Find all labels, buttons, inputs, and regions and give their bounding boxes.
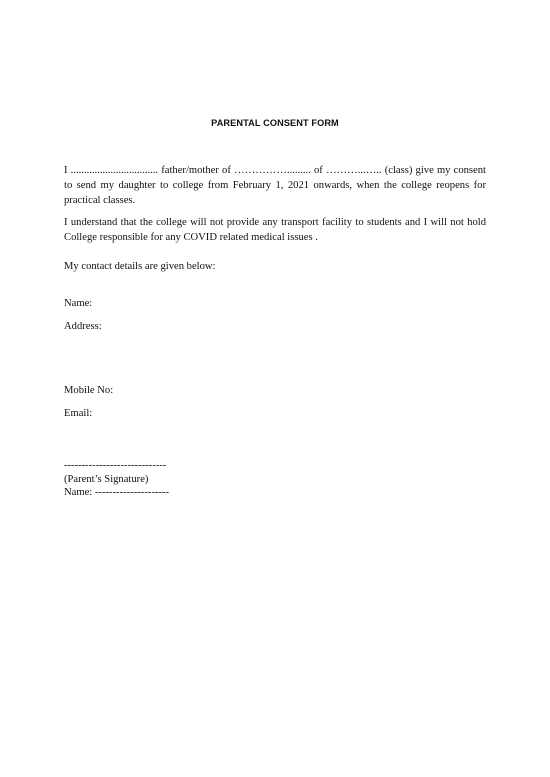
signature-label: (Parent’s Signature) [64, 474, 149, 485]
form-title: PARENTAL CONSENT FORM [211, 118, 339, 128]
signature-name-field: Name: --------------------- [64, 487, 169, 498]
email-label: Email: [64, 408, 93, 419]
mobile-label: Mobile No: [64, 385, 114, 396]
signature-line: ----------------------------- [64, 460, 167, 471]
consent-paragraph: I ................................. father/mother of ……………......... of ………...….. (class) give my consent to send my daughter to college from February 1, 2021 onwards, when the college reopens for practical classes. [64, 165, 486, 206]
responsibility-paragraph: I understand that the college will not provide any transport facility to students and I will not hold College responsible for any COVID related medical issues . [64, 217, 486, 243]
contact-intro: My contact details are given below: [64, 261, 216, 272]
address-label: Address: [64, 321, 102, 332]
name-label: Name: [64, 298, 93, 309]
